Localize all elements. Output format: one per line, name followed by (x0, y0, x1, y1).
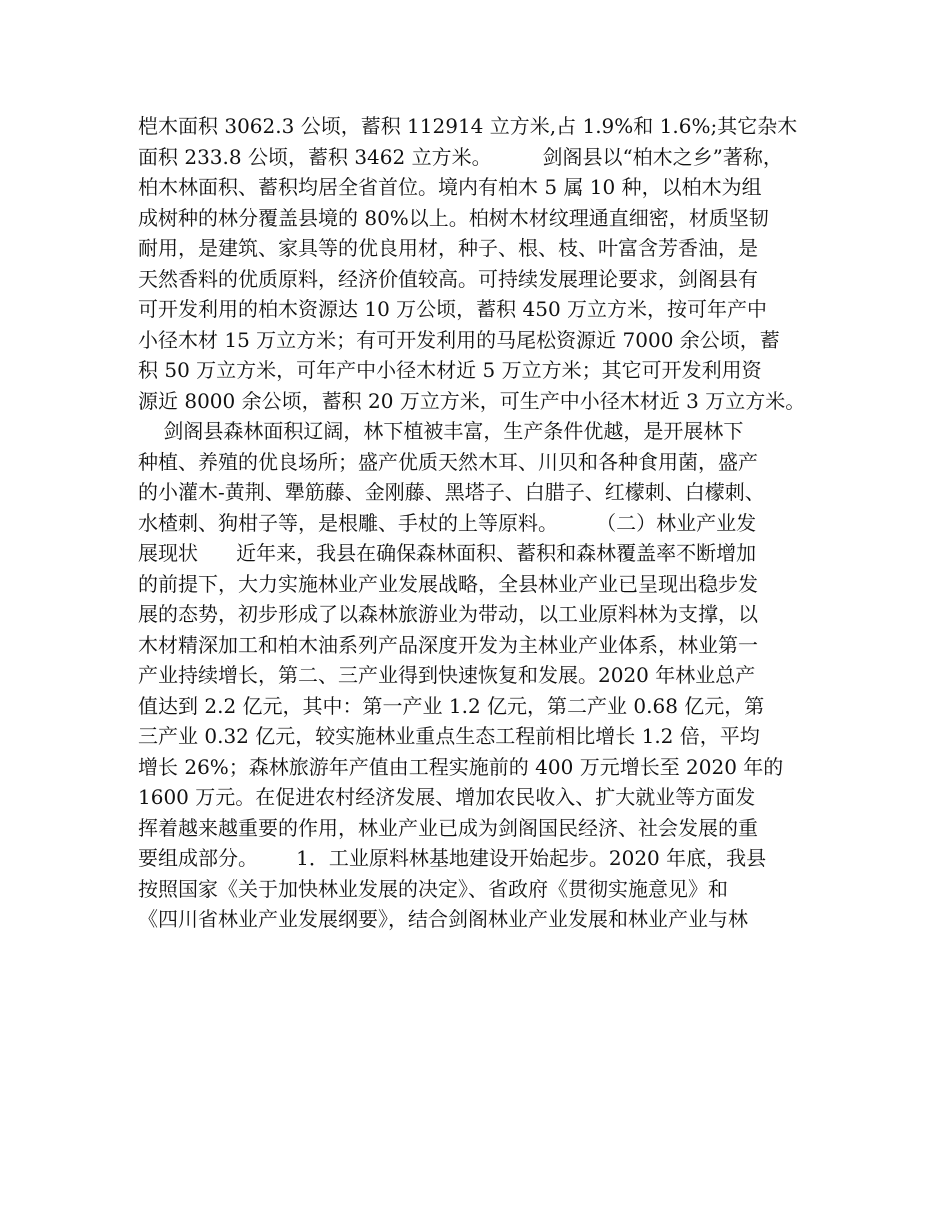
text-line: 1600 万元。在促进农村经济发展、增加农民收入、扩大就业等方面发 (138, 785, 756, 809)
text-line: 展的态势，初步形成了以森林旅游业为带动，以工业原料林为支撑，以 (138, 602, 758, 626)
text-line: 面积 233.8 公顷，蓄积 3462 立方米。 剑阁县以“柏木之乡”著称， (138, 144, 783, 169)
text-line: 挥着越来越重要的作用，林业产业已成为剑阁国民经济、社会发展的重 (138, 815, 758, 840)
text-line: 小径木材 15 万立方米；有可开发利用的马尾松资源近 7000 余公顷，蓄 (138, 327, 780, 352)
text-line: 《四川省林业产业发展纲要》，结合剑阁林业产业发展和林业产业与林 (138, 907, 748, 931)
text-line: 成树种的林分覆盖县境的 80%以上。柏树木材纹理通直细密，材质坚韧 (138, 205, 769, 230)
text-line: 柏木林面积、蓄积均居全省首位。境内有柏木 5 属 10 种，以柏木为组 (138, 175, 762, 199)
text-line: 的小灌木-黄荆、犟筋藤、金刚藤、黑塔子、白腊子、红檬刺、白檬刺、 (138, 480, 765, 504)
text-line: 展现状 近年来，我县在确保森林面积、蓄积和森林覆盖率不断增加 (138, 541, 757, 565)
text-line: 种植、养殖的优良场所；盛产优质天然木耳、川贝和各种食用菌，盛产 (138, 449, 758, 474)
text-line: 三产业 0.32 亿元，较实施林业重点生态工程前相比增长 1.2 倍，平均 (138, 724, 760, 748)
text-line: 桤木面积 3062.3 公顷，蓄积 112914 立方米,占 1.9%和 1.6%;其它杂木 (138, 114, 798, 138)
text-line: 积 50 万立方米，可年产中小径木材近 5 万立方米；其它可开发利用资 (138, 358, 762, 382)
text-line: 耐用，是建筑、家具等的优良用材，种子、根、枝、叶富含芳香油，是 (138, 236, 758, 260)
text-line: 天然香料的优质原料，经济价值较高。可持续发展理论要求，剑阁县有 (138, 266, 758, 291)
text-line: 源近 8000 余公顷，蓄积 20 万立方米，可生产中小径木材近 3 万立方米。 (138, 388, 806, 413)
text-line: 按照国家《关于加快林业发展的决定》、省政府《贯彻实施意见》和 (138, 876, 728, 901)
text-line: 可开发利用的柏木资源达 10 万公顷，蓄积 450 万立方米，按可年产中 (138, 297, 768, 321)
body-text (138, 111, 828, 935)
text-line: 剑阁县森林面积辽阔，林下植被丰富，生产条件优越，是开展林下 (138, 419, 744, 443)
text-line: 值达到 2.2 亿元，其中：第一产业 1.2 亿元，第二产业 0.68 亿元，第 (138, 693, 765, 718)
text-line: 增长 26%；森林旅游年产值由工程实施前的 400 万元增长至 2020 年的 (138, 754, 784, 779)
text-line: 要组成部分。 1．工业原料林基地建设开始起步。2020 年底，我县 (138, 846, 767, 870)
text-line: 产业持续增长，第二、三产业得到快速恢复和发展。2020 年林业总产 (138, 663, 756, 687)
text-line: 的前提下，大力实施林业产业发展战略，全县林业产业已呈现出稳步发 (138, 571, 758, 596)
text-line: 水楂刺、狗柑子等，是根雕、手杖的上等原料。 （二）林业产业发 (138, 510, 757, 535)
text-line: 木材精深加工和柏木油系列产品深度开发为主林业产业体系，林业第一 (138, 632, 758, 657)
